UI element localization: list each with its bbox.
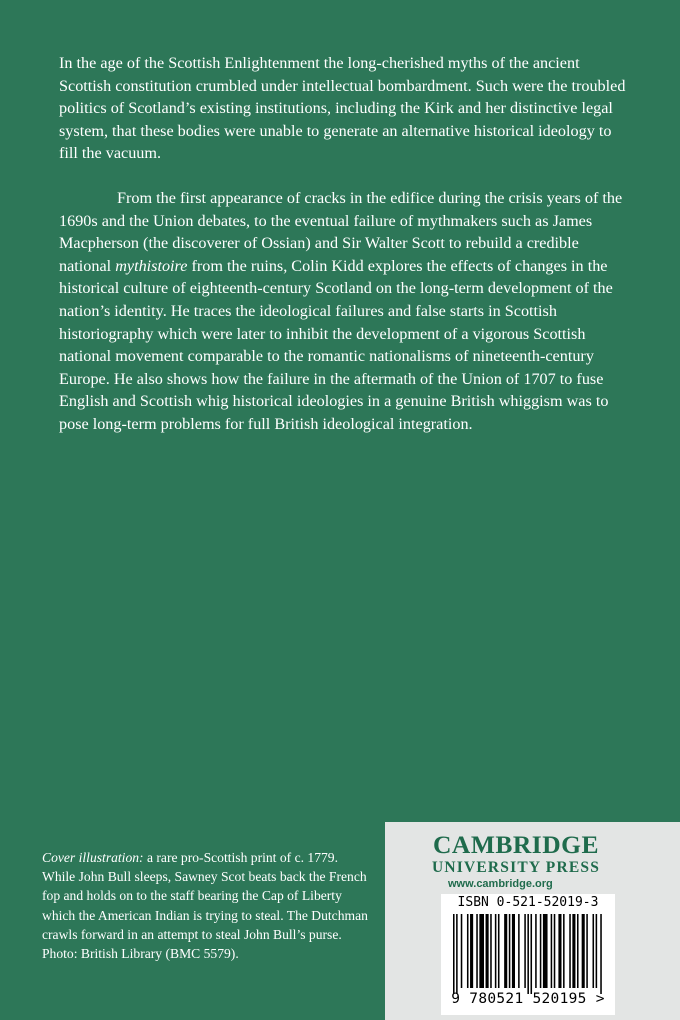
barcode-bar [540, 914, 542, 988]
barcode-bar [467, 914, 469, 988]
barcode-bar [518, 914, 520, 988]
barcode-bar [535, 914, 537, 988]
publisher-url: www.cambridge.org [448, 878, 553, 890]
barcode-bar [569, 914, 571, 988]
caption-text: a rare pro-Scottish print of c. 1779. While John Bull sleeps, Sawney Scot beats back the French fop and holds on to the staff bearing the Cap of Liberty which the American Indian is trying to steal. The Dutchman crawls forward in an attempt to steal John Bull’s purse. Photo: British Library (BMC 5579). [42, 850, 368, 962]
barcode-bar [554, 914, 556, 988]
barcode-bar [593, 914, 595, 988]
barcode-bar [551, 914, 553, 988]
isbn-label: ISBN 0-521-52019-3 [457, 895, 599, 910]
blurb-p2-start: From the first appearance of cracks in the edifice during the crisis years of the 1690s and the Union debates, to the eventual failure of mythmakers such as James Macpherson (the discoverer of Ossian) and Sir Walter Scott to rebuild a credible national [59, 188, 623, 275]
barcode-bar [600, 914, 602, 994]
barcode-bar [498, 914, 500, 988]
barcode-bar [572, 914, 575, 988]
publisher-press: UNIVERSITY PRESS [431, 859, 601, 876]
barcode-bar [453, 914, 455, 994]
barcode-bar [586, 914, 588, 988]
cover-illustration-caption [42, 848, 372, 963]
caption-label: Cover illustration: [42, 850, 144, 865]
barcode-bar [524, 914, 526, 988]
barcode-bar [509, 914, 511, 988]
barcode-area [441, 894, 615, 1015]
barcode-bar [476, 914, 478, 988]
barcode-icon [447, 914, 609, 994]
barcode-bar [563, 914, 565, 988]
barcode-bar [558, 914, 561, 988]
barcode-bar [577, 914, 579, 988]
barcode-bar [531, 914, 533, 994]
barcode-bar [479, 914, 484, 988]
barcode-bar [461, 914, 463, 988]
barcode-bar [512, 914, 515, 988]
barcode-bar [470, 914, 473, 988]
blurb-p2-end: from the ruins, Colin Kidd explores the effects of changes in the historical culture of eighteenth-century Scotland on the long-term development of the nation’s identity. He traces the ideological failures and false starts in Scottish historiography which were later to inhibit the development of a vigorous Scottish national movement comparable to the romantic nationalisms of nineteenth-century Europe. He also shows how the failure in the aftermath of the Union of 1707 to fuse English and Scottish whig historical ideologies in a genuine British whiggism was to pose long-term problems for full British ideological integration. [59, 256, 613, 433]
barcode-bar [495, 914, 497, 988]
barcode-bar [504, 914, 507, 988]
isbn-digits: 9 780521 520195 > [451, 991, 605, 1007]
barcode-bar [456, 914, 458, 994]
barcode-bar [543, 914, 548, 988]
publisher-name: CAMBRIDGE [432, 830, 599, 859]
blurb-paragraph-1: In the age of the Scottish Enlightenment the long-cherished myths of the ancient Scottish constitution crumbled under intellectual bombardment. Such were the troubled politics of Scotland’s existing institutions, including the Kirk and her distinctive legal system, that these bodies were unable to generate an alternative historical ideology to fill the vacuum. [59, 54, 626, 163]
blurb-text [59, 52, 629, 436]
blurb-paragraph-2 [59, 187, 629, 436]
barcode-bar [486, 914, 489, 988]
barcode-bar [596, 914, 598, 988]
blurb-p2-italic: mythistoire [115, 256, 188, 275]
publisher-panel [385, 822, 680, 1020]
barcode-bar [582, 914, 585, 988]
barcode-bar [490, 914, 492, 988]
barcode-bar [527, 914, 529, 994]
